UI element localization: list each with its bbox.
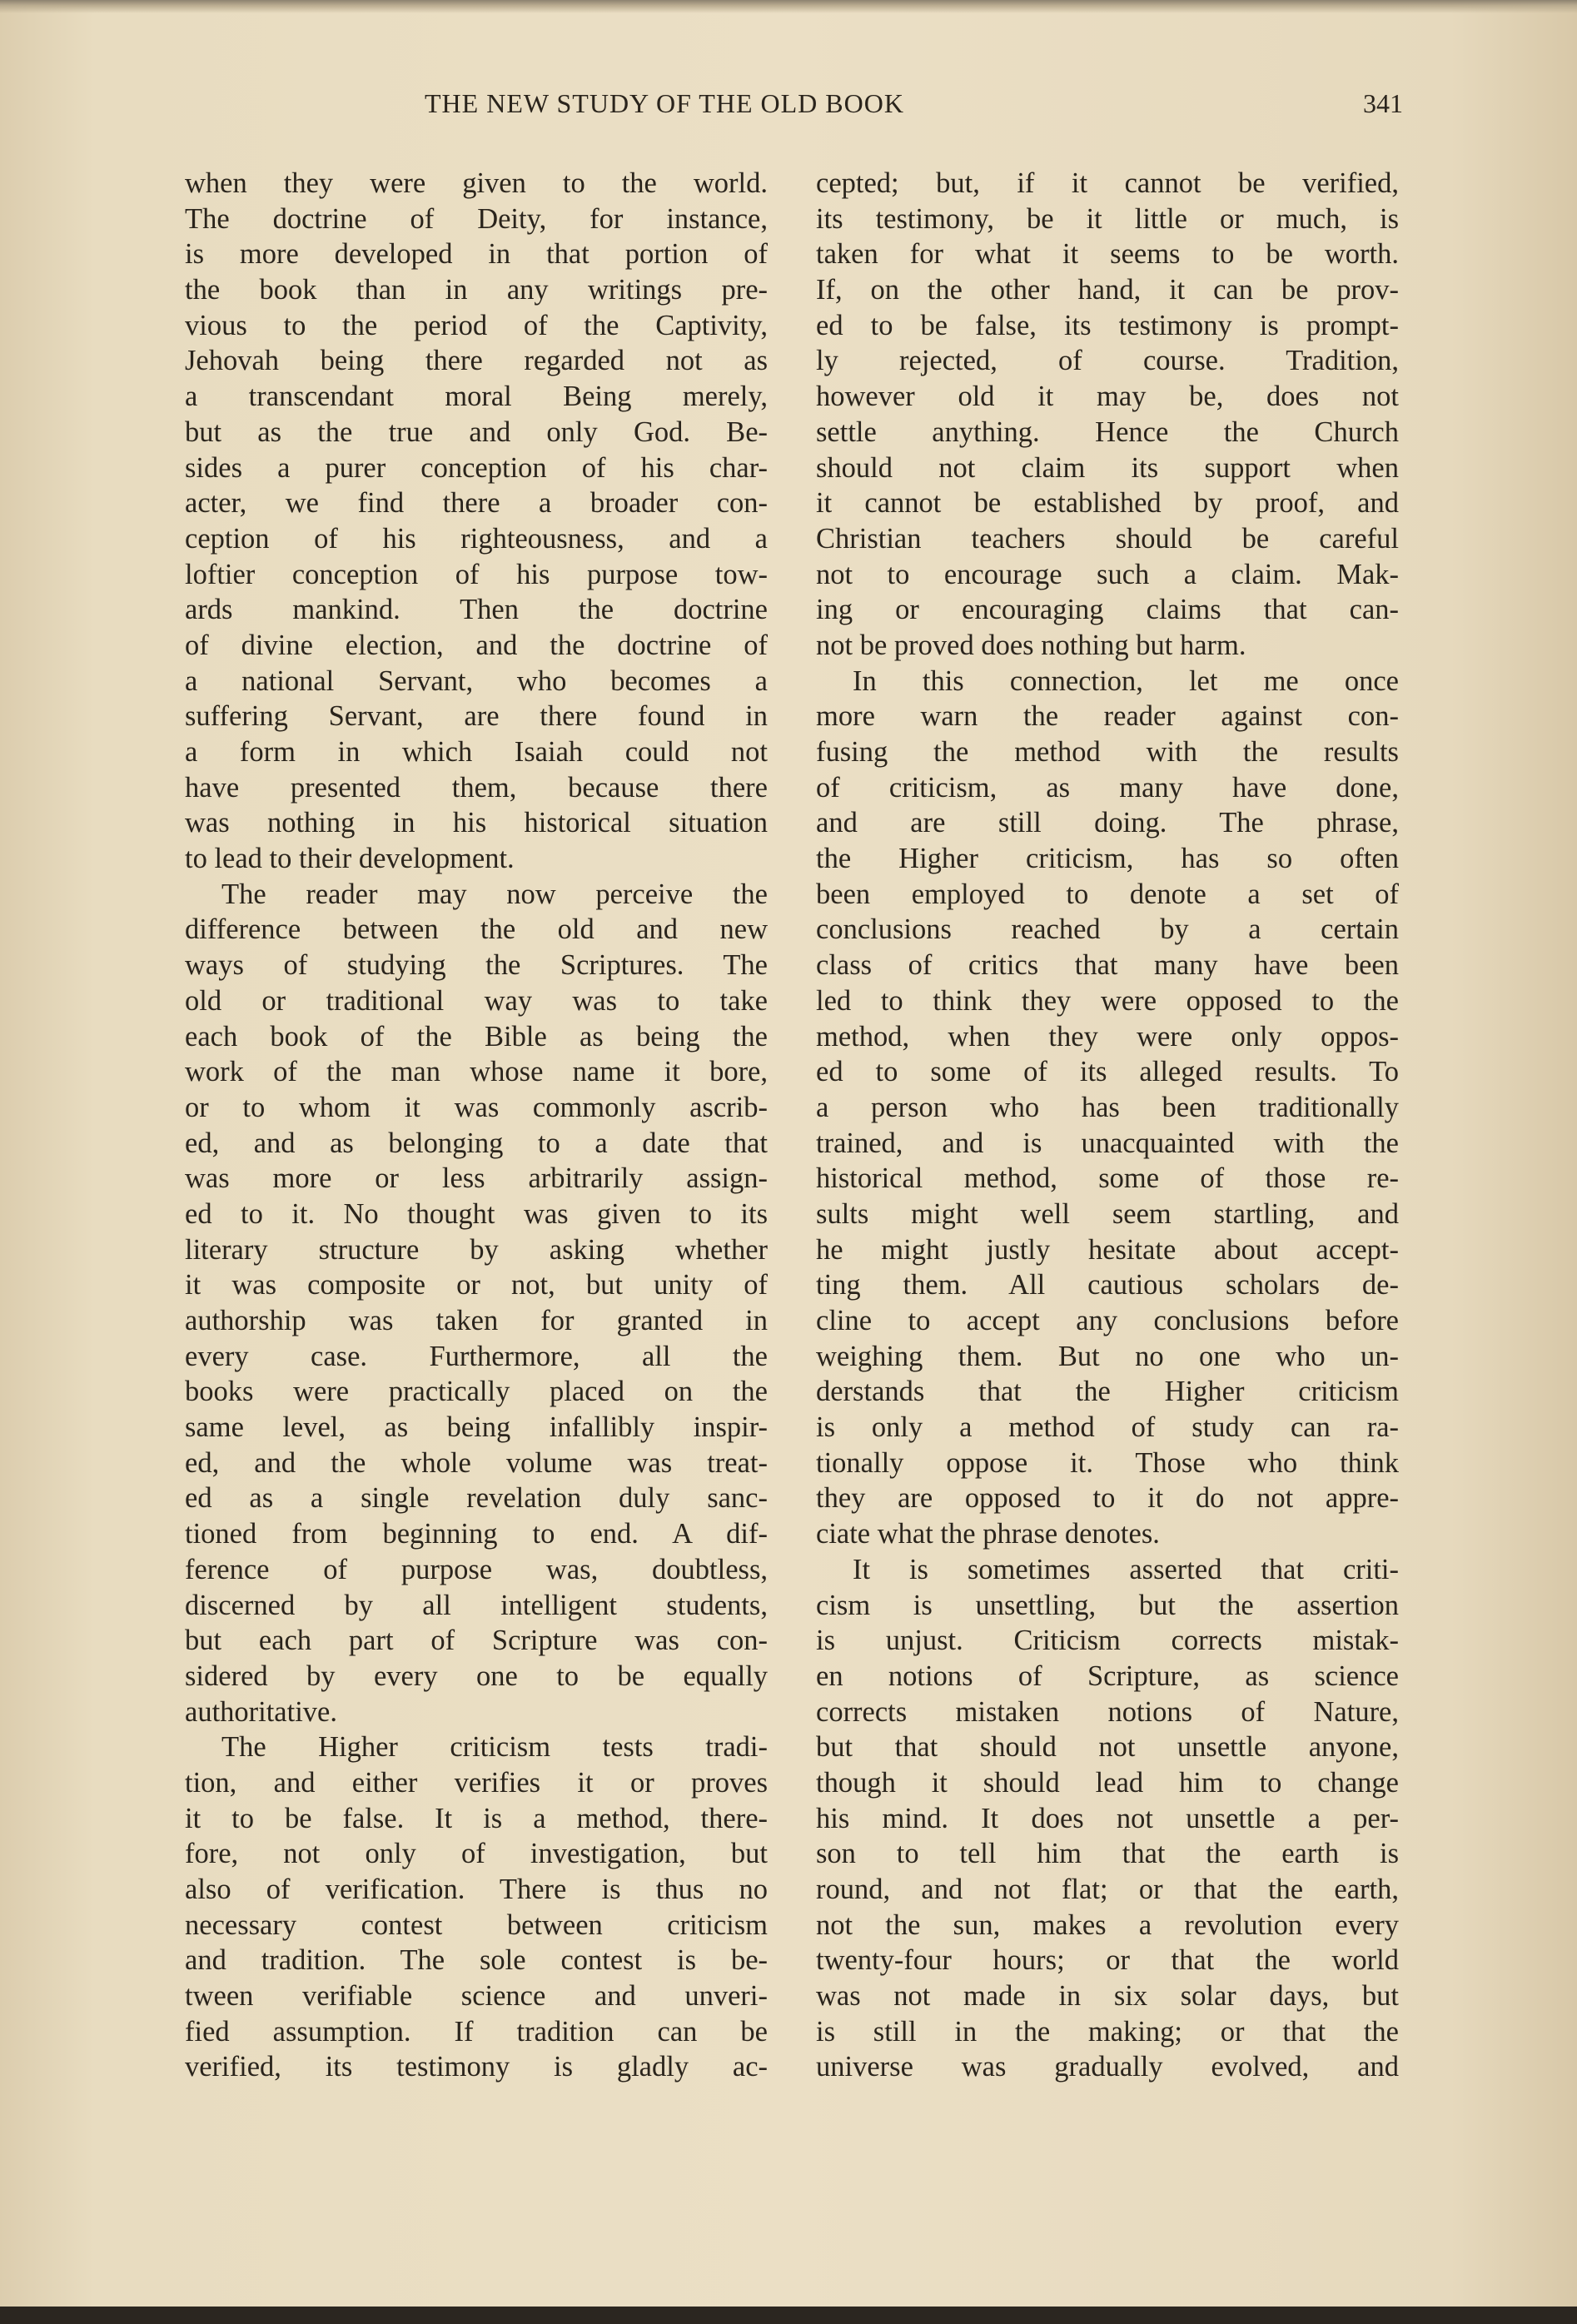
- text-line: difference between the old and new: [185, 913, 768, 946]
- text-line: historical method, some of those re-: [816, 1162, 1399, 1195]
- text-line: sides a purer conception of his char-: [185, 451, 768, 484]
- text-line: his mind. It does not unsettle a per-: [816, 1802, 1399, 1834]
- text-line: a transcendant moral Being merely,: [185, 381, 768, 413]
- left-text-column: [185, 166, 768, 2085]
- text-line: tioned from beginning to end. A dif-: [185, 1518, 768, 1550]
- text-line: but as the true and only God. Be-: [185, 416, 768, 448]
- text-line: they are opposed to it do not appre-: [816, 1482, 1399, 1515]
- text-line: vious to the period of the Captivity,: [185, 309, 768, 341]
- text-line: loftier conception of his purpose tow-: [185, 558, 768, 590]
- text-line: not the sun, makes a revolution every: [816, 1908, 1399, 1941]
- text-line: The reader may now perceive the: [221, 878, 768, 910]
- text-line: cepted; but, if it cannot be verified,: [816, 167, 1399, 199]
- right-text-column: [816, 166, 1399, 2085]
- text-line: ed to be false, its testimony is prompt-: [816, 309, 1399, 341]
- text-line: ed as a single revelation duly sanc-: [185, 1482, 768, 1515]
- text-line: each book of the Bible as being the: [185, 1020, 768, 1053]
- text-line: literary structure by asking whether: [185, 1233, 768, 1266]
- page-number: 341: [1363, 88, 1403, 118]
- text-line: every case. Furthermore, all the: [185, 1340, 768, 1372]
- text-line: led to think they were opposed to the: [816, 984, 1399, 1017]
- text-line: twenty-four hours; or that the world: [816, 1944, 1399, 1977]
- text-line: was nothing in his historical situation: [185, 807, 768, 839]
- text-line: not be proved does nothing but harm.: [816, 629, 1246, 661]
- text-line: fied assumption. If tradition can be: [185, 2015, 768, 2048]
- text-line: derstands that the Higher criticism: [816, 1376, 1399, 1408]
- text-line: discerned by all intelligent students,: [185, 1589, 768, 1621]
- text-line: fusing the method with the results: [816, 736, 1399, 768]
- text-line: If, on the other hand, it can be prov-: [816, 274, 1399, 306]
- text-line: a person who has been traditionally: [816, 1091, 1399, 1123]
- text-line: cline to accept any conclusions before: [816, 1305, 1399, 1336]
- text-line: method, when they were only oppos-: [816, 1020, 1399, 1053]
- text-line: cism is unsettling, but the assertion: [816, 1589, 1399, 1621]
- text-line: ting them. All cautious scholars de-: [816, 1269, 1399, 1301]
- text-line: acter, we find there a broader con-: [185, 487, 768, 520]
- text-line: The Higher criticism tests tradi-: [221, 1731, 768, 1764]
- text-line: of criticism, as many have done,: [816, 771, 1399, 804]
- text-line: same level, as being infallibly inspir-: [185, 1411, 768, 1444]
- text-line: it to be false. It is a method, there-: [185, 1802, 768, 1834]
- text-line: however old it may be, does not: [816, 381, 1399, 413]
- text-line: the book than in any writings pre-: [185, 274, 768, 306]
- text-line: son to tell him that the earth is: [816, 1838, 1399, 1870]
- text-line: ways of studying the Scriptures. The: [185, 949, 768, 982]
- text-line: books were practically placed on the: [185, 1376, 768, 1408]
- running-title: THE NEW STUDY OF THE OLD BOOK: [425, 88, 904, 118]
- text-line: ed, and the whole volume was treat-: [185, 1446, 768, 1479]
- text-line: trained, and is unacquainted with the: [816, 1127, 1399, 1159]
- text-line: sults might well seem startling, and: [816, 1197, 1399, 1230]
- text-line: ed to some of its alleged results. To: [816, 1056, 1399, 1088]
- text-line: class of critics that many have been: [816, 949, 1399, 982]
- text-line: tion, and either verifies it or proves: [185, 1766, 768, 1799]
- text-line: have presented them, because there: [185, 771, 768, 804]
- text-line: is more developed in that portion of: [185, 238, 768, 271]
- page-top-edge: [0, 0, 1577, 13]
- text-line: corrects mistaken notions of Nature,: [816, 1695, 1399, 1728]
- text-line: been employed to denote a set of: [816, 878, 1399, 910]
- text-line: also of verification. There is thus no: [185, 1874, 768, 1905]
- text-line: authoritative.: [185, 1695, 337, 1728]
- text-line: more warn the reader against con-: [816, 700, 1399, 733]
- text-line: verified, its testimony is gladly ac-: [185, 2051, 768, 2083]
- text-line: was more or less arbitrarily assign-: [185, 1162, 768, 1195]
- text-line: or to whom it was commonly ascrib-: [185, 1091, 768, 1123]
- text-line: authorship was taken for granted in: [185, 1305, 768, 1336]
- text-line: but that should not unsettle anyone,: [816, 1731, 1399, 1764]
- text-line: was not made in six solar days, but: [816, 1980, 1399, 2013]
- text-line: tionally oppose it. Those who think: [816, 1446, 1399, 1479]
- text-line: of divine election, and the doctrine of: [185, 629, 768, 661]
- text-line: is only a method of study can ra-: [816, 1411, 1399, 1444]
- text-line: is still in the making; or that the: [816, 2015, 1399, 2048]
- text-line: Christian teachers should be careful: [816, 522, 1399, 555]
- text-line: settle anything. Hence the Church: [816, 416, 1399, 448]
- text-line: conclusions reached by a certain: [816, 913, 1399, 946]
- text-line: its testimony, be it little or much, is: [816, 202, 1399, 235]
- text-line: a national Servant, who becomes a: [185, 664, 768, 697]
- text-line: tween verifiable science and unveri-: [185, 1980, 768, 2013]
- text-line: universe was gradually evolved, and: [816, 2051, 1399, 2083]
- text-line: old or traditional way was to take: [185, 984, 768, 1017]
- text-line: it was composite or not, but unity of: [185, 1269, 768, 1301]
- text-line: he might justly hesitate about accept-: [816, 1233, 1399, 1266]
- text-line: The doctrine of Deity, for instance,: [185, 202, 768, 235]
- text-line: the Higher criticism, has so often: [816, 843, 1399, 875]
- text-line: It is sometimes asserted that criti-: [853, 1553, 1399, 1585]
- text-line: not to encourage such a claim. Mak-: [816, 558, 1399, 590]
- text-line: fore, not only of investigation, but: [185, 1838, 768, 1870]
- text-line: suffering Servant, are there found in: [185, 700, 768, 733]
- text-line: ed, and as belonging to a date that: [185, 1127, 768, 1159]
- text-line: ference of purpose was, doubtless,: [185, 1553, 768, 1585]
- text-line: and tradition. The sole contest is be-: [185, 1944, 768, 1977]
- text-line: taken for what it seems to be worth.: [816, 238, 1399, 271]
- text-line: ed to it. No thought was given to its: [185, 1197, 768, 1230]
- text-line: ciate what the phrase denotes.: [816, 1518, 1160, 1550]
- text-line: work of the man whose name it bore,: [185, 1056, 768, 1088]
- text-line: is unjust. Criticism corrects mistak-: [816, 1625, 1399, 1657]
- text-line: when they were given to the world.: [185, 167, 768, 199]
- text-line: Jehovah being there regarded not as: [185, 345, 768, 377]
- text-line: ing or encouraging claims that can-: [816, 594, 1399, 626]
- text-line: though it should lead him to change: [816, 1766, 1399, 1799]
- text-line: ly rejected, of course. Tradition,: [816, 345, 1399, 377]
- text-line: a form in which Isaiah could not: [185, 736, 768, 768]
- text-line: necessary contest between criticism: [185, 1908, 768, 1941]
- text-line: ception of his righteousness, and a: [185, 522, 768, 555]
- text-line: In this connection, let me once: [853, 664, 1399, 697]
- text-line: weighing them. But no one who un-: [816, 1340, 1399, 1372]
- text-line: to lead to their development.: [185, 843, 515, 875]
- text-line: it cannot be established by proof, and: [816, 487, 1399, 520]
- text-line: en notions of Scripture, as science: [816, 1660, 1399, 1692]
- text-line: round, and not flat; or that the earth,: [816, 1874, 1399, 1905]
- text-line: should not claim its support when: [816, 451, 1399, 484]
- text-line: and are still doing. The phrase,: [816, 807, 1399, 839]
- text-line: ards mankind. Then the doctrine: [185, 594, 768, 626]
- page-bottom-edge: [0, 2307, 1577, 2324]
- running-head: [425, 88, 1403, 125]
- text-line: sidered by every one to be equally: [185, 1660, 768, 1692]
- text-line: but each part of Scripture was con-: [185, 1625, 768, 1657]
